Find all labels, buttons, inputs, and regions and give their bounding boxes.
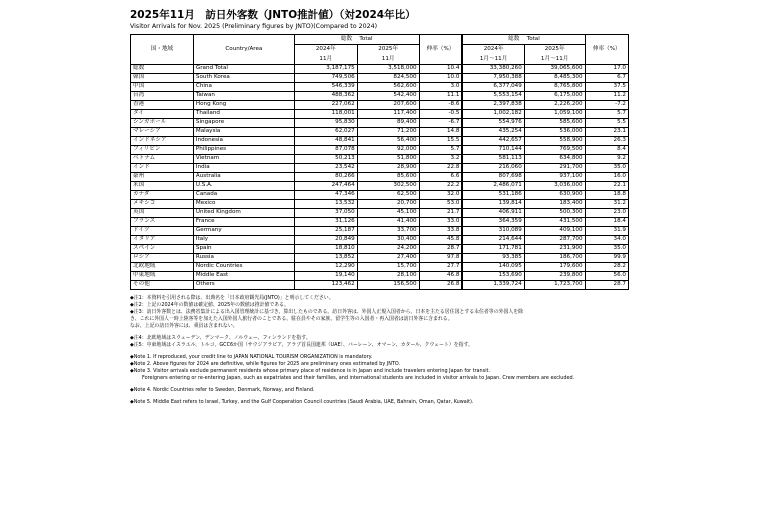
- cell-month-2024: 37,050: [294, 209, 357, 218]
- visitor-arrivals-table: [130, 34, 629, 290]
- cell-cumulative-growth: 99.9: [585, 254, 628, 263]
- table-row: [131, 218, 629, 227]
- header-month-total: 総数 Total: [294, 35, 419, 45]
- cell-cumulative-2025: 239,800: [524, 272, 585, 281]
- cell-month-2025: 45,100: [357, 209, 419, 218]
- cell-cumulative-2024: 364,359: [462, 218, 524, 227]
- cell-month-2025: 542,400: [357, 92, 419, 101]
- cell-month-2025: 117,400: [357, 110, 419, 119]
- cell-month-growth: 22.8: [419, 164, 462, 173]
- header-cumulative-growth: 伸率（%）: [585, 35, 628, 65]
- cell-cumulative-growth: 16.0: [585, 173, 628, 182]
- header-month-2024: 2024年: [294, 45, 357, 55]
- cell-cumulative-2024: 442,657: [462, 137, 524, 146]
- cell-cumulative-2025: 6,175,000: [524, 92, 585, 101]
- table-row: [131, 200, 629, 209]
- note-en-3: ◆Note 3. Visitor arrivals exclude permanent residents whose primary place of residence is in Japan and include travelers entering Japan for transit.: [130, 368, 491, 374]
- cell-month-growth: 6.6: [419, 173, 462, 182]
- cell-month-growth: -8.6: [419, 101, 462, 110]
- cell-cumulative-2025: 291,700: [524, 164, 585, 173]
- cell-country-en: Mexico: [193, 200, 294, 209]
- header-cumulative-2024: 2024年: [462, 45, 524, 55]
- cell-month-2025: 56,400: [357, 137, 419, 146]
- cell-cumulative-2025: 287,700: [524, 236, 585, 245]
- cell-month-2025: 156,500: [357, 281, 419, 290]
- cell-month-2025: 51,800: [357, 155, 419, 164]
- cell-cumulative-2025: 8,485,300: [524, 74, 585, 83]
- cell-cumulative-2024: 310,089: [462, 227, 524, 236]
- cell-cumulative-2024: 406,911: [462, 209, 524, 218]
- header-country-jp: 国・地域: [131, 35, 194, 65]
- table-row: [131, 281, 629, 290]
- cell-month-2025: 3,518,000: [357, 65, 419, 74]
- cell-country-jp: 香港: [131, 101, 194, 110]
- table-row: [131, 227, 629, 236]
- cell-cumulative-2024: 5,553,154: [462, 92, 524, 101]
- cell-cumulative-2024: 531,186: [462, 191, 524, 200]
- cell-country-jp: イタリア: [131, 236, 194, 245]
- cell-country-jp: その他: [131, 281, 194, 290]
- cell-cumulative-2025: 2,226,200: [524, 101, 585, 110]
- header-month-growth: 伸率（%）: [419, 35, 462, 65]
- cell-month-2025: 62,500: [357, 191, 419, 200]
- cell-month-growth: 27.7: [419, 263, 462, 272]
- note-en-4: ◆Note 4. Nordic Countries refer to Sweden, Denmark, Norway, and Finland.: [130, 387, 315, 393]
- cell-month-2025: 28,100: [357, 272, 419, 281]
- cell-month-growth: 3.0: [419, 83, 462, 92]
- note-jp-3-cont: き、これに外国人一時上陸客等を加えた入国外国人旅行者のことである。駐在員やその家族、留学生等の入国者・再入国者は訪日外客に含まれる。: [130, 316, 453, 322]
- cell-month-2024: 13,852: [294, 254, 357, 263]
- cell-cumulative-growth: 5.5: [585, 119, 628, 128]
- table-row: [131, 182, 629, 191]
- cell-month-2024: 20,849: [294, 236, 357, 245]
- cell-country-jp: 豪州: [131, 173, 194, 182]
- cell-cumulative-2024: 7,950,388: [462, 74, 524, 83]
- cell-country-jp: フィリピン: [131, 146, 194, 155]
- cell-month-growth: 11.1: [419, 92, 462, 101]
- cell-cumulative-2025: 634,800: [524, 155, 585, 164]
- cell-month-2025: 24,200: [357, 245, 419, 254]
- cell-month-growth: 21.7: [419, 209, 462, 218]
- cell-month-2025: 71,200: [357, 128, 419, 137]
- cell-cumulative-2024: 93,385: [462, 254, 524, 263]
- table-row: [131, 245, 629, 254]
- cell-cumulative-2024: 807,698: [462, 173, 524, 182]
- cell-month-2025: 30,400: [357, 236, 419, 245]
- cell-cumulative-growth: 28.2: [585, 263, 628, 272]
- cell-cumulative-growth: 34.0: [585, 236, 628, 245]
- cell-country-jp: ドイツ: [131, 227, 194, 236]
- table-row: [131, 101, 629, 110]
- cell-country-en: Russia: [193, 254, 294, 263]
- cell-country-jp: 英国: [131, 209, 194, 218]
- cell-month-growth: 46.8: [419, 272, 462, 281]
- cell-country-jp: スペイン: [131, 245, 194, 254]
- table-row: [131, 155, 629, 164]
- cell-month-growth: 22.2: [419, 182, 462, 191]
- note-jp-1: ◆注1：本資料を引用される際は、出典名を「日本政府観光局(JNTO)」と明示してください。: [130, 295, 334, 301]
- cell-month-growth: 97.8: [419, 254, 462, 263]
- table-row: [131, 164, 629, 173]
- cell-country-jp: インドネシア: [131, 137, 194, 146]
- cell-cumulative-2024: 2,486,071: [462, 182, 524, 191]
- cell-cumulative-growth: 8.4: [585, 146, 628, 155]
- cell-month-2025: 824,500: [357, 74, 419, 83]
- cell-country-en: China: [193, 83, 294, 92]
- cell-cumulative-growth: 31.2: [585, 200, 628, 209]
- cell-cumulative-2024: 1,002,182: [462, 110, 524, 119]
- cell-country-en: Grand Total: [193, 65, 294, 74]
- cell-country-jp: 北欧地域: [131, 263, 194, 272]
- cell-month-growth: -6.7: [419, 119, 462, 128]
- cell-month-growth: 14.8: [419, 128, 462, 137]
- cell-month-growth: 28.7: [419, 245, 462, 254]
- cell-cumulative-2024: 153,690: [462, 272, 524, 281]
- cell-cumulative-growth: 26.3: [585, 137, 628, 146]
- cell-month-2025: 41,400: [357, 218, 419, 227]
- header-cumulative-total: 総数 Total: [462, 35, 585, 45]
- cell-country-en: Middle East: [193, 272, 294, 281]
- cell-cumulative-2025: 1,723,700: [524, 281, 585, 290]
- cell-country-en: South Korea: [193, 74, 294, 83]
- cell-cumulative-2025: 558,900: [524, 137, 585, 146]
- cell-month-2025: 207,600: [357, 101, 419, 110]
- cell-cumulative-2025: 769,500: [524, 146, 585, 155]
- note-en-2: ◆Note 2. Above figures for 2024 are definitive, while figures for 2025 are preliminary ones estimated by JNTO.: [130, 361, 401, 367]
- cell-month-2024: 31,126: [294, 218, 357, 227]
- cell-cumulative-2024: 581,113: [462, 155, 524, 164]
- cell-country-en: U.S.A.: [193, 182, 294, 191]
- cell-cumulative-2025: 8,765,800: [524, 83, 585, 92]
- cell-cumulative-2024: 214,644: [462, 236, 524, 245]
- cell-country-en: France: [193, 218, 294, 227]
- cell-cumulative-2025: 1,059,100: [524, 110, 585, 119]
- cell-month-2024: 80,266: [294, 173, 357, 182]
- cell-cumulative-growth: 35.0: [585, 164, 628, 173]
- cell-month-2025: 27,400: [357, 254, 419, 263]
- cell-country-en: Singapore: [193, 119, 294, 128]
- cell-month-2024: 48,841: [294, 137, 357, 146]
- cell-country-en: Vietnam: [193, 155, 294, 164]
- cell-cumulative-2025: 186,700: [524, 254, 585, 263]
- cell-month-2025: 302,500: [357, 182, 419, 191]
- cell-cumulative-2025: 39,065,600: [524, 65, 585, 74]
- cell-country-jp: 台湾: [131, 92, 194, 101]
- cell-month-2024: 227,062: [294, 101, 357, 110]
- cell-month-2025: 562,600: [357, 83, 419, 92]
- table-body: [131, 65, 629, 290]
- note-en-5: ◆Note 5. Middle East refers to Israel, Turkey, and the Gulf Cooperation Council countries (Saudi Arabia, UAE, Bahrain, Oman, Qatar, Kuwait).: [130, 399, 474, 405]
- cell-cumulative-2024: 33,380,260: [462, 65, 524, 74]
- cell-month-2024: 95,830: [294, 119, 357, 128]
- cell-country-en: Indonesia: [193, 137, 294, 146]
- cell-month-2024: 3,187,175: [294, 65, 357, 74]
- cell-cumulative-growth: 35.0: [585, 245, 628, 254]
- cell-country-en: Australia: [193, 173, 294, 182]
- cell-country-jp: フランス: [131, 218, 194, 227]
- cell-month-2025: 20,700: [357, 200, 419, 209]
- cell-cumulative-growth: 17.0: [585, 65, 628, 74]
- cell-cumulative-growth: 18.8: [585, 191, 628, 200]
- cell-cumulative-growth: 5.7: [585, 110, 628, 119]
- cell-month-2024: 50,213: [294, 155, 357, 164]
- notes-section: [130, 295, 630, 406]
- cell-month-2024: 25,187: [294, 227, 357, 236]
- cell-month-2024: 749,506: [294, 74, 357, 83]
- cell-cumulative-growth: 37.5: [585, 83, 628, 92]
- cell-month-growth: -0.5: [419, 110, 462, 119]
- cell-month-2025: 92,000: [357, 146, 419, 155]
- table-row: [131, 74, 629, 83]
- cell-country-jp: 米国: [131, 182, 194, 191]
- cell-country-jp: ロシア: [131, 254, 194, 263]
- header-month-label-2025: 11月: [357, 55, 419, 65]
- cell-month-growth: 53.0: [419, 200, 462, 209]
- document-page: [130, 8, 630, 406]
- cell-cumulative-2024: 171,781: [462, 245, 524, 254]
- cell-cumulative-growth: 22.1: [585, 182, 628, 191]
- cell-month-growth: 45.8: [419, 236, 462, 245]
- cell-cumulative-2024: 216,060: [462, 164, 524, 173]
- cell-cumulative-2025: 231,900: [524, 245, 585, 254]
- header-range-label-2025: 1月～11月: [524, 55, 585, 65]
- cell-month-2024: 488,362: [294, 92, 357, 101]
- cell-month-growth: 3.2: [419, 155, 462, 164]
- cell-month-growth: 5.7: [419, 146, 462, 155]
- cell-month-growth: 26.8: [419, 281, 462, 290]
- table-row: [131, 110, 629, 119]
- cell-country-jp: インド: [131, 164, 194, 173]
- cell-cumulative-2025: 937,100: [524, 173, 585, 182]
- cell-country-en: Hong Kong: [193, 101, 294, 110]
- cell-month-2024: 47,346: [294, 191, 357, 200]
- cell-cumulative-2025: 409,100: [524, 227, 585, 236]
- cell-cumulative-growth: 11.2: [585, 92, 628, 101]
- cell-country-en: Taiwan: [193, 92, 294, 101]
- cell-month-2024: 546,339: [294, 83, 357, 92]
- cell-cumulative-2025: 431,500: [524, 218, 585, 227]
- cell-month-2024: 23,542: [294, 164, 357, 173]
- cell-country-en: Philippines: [193, 146, 294, 155]
- cell-cumulative-2024: 2,397,838: [462, 101, 524, 110]
- cell-cumulative-2024: 554,976: [462, 119, 524, 128]
- cell-cumulative-2024: 435,254: [462, 128, 524, 137]
- cell-cumulative-growth: 31.9: [585, 227, 628, 236]
- cell-cumulative-growth: 23.1: [585, 128, 628, 137]
- cell-month-2024: 247,464: [294, 182, 357, 191]
- table-row: [131, 83, 629, 92]
- header-range-label-2024: 1月～11月: [462, 55, 524, 65]
- note-jp-3: ◆注3：訪日外客数とは、法務省集計による出入国管理統計に基づき、算出したものである。訪日外客は、外国人正規入国者から、日本を主たる居住国とする永住者等の外国人を除: [130, 309, 524, 315]
- table-row: [131, 272, 629, 281]
- cell-country-en: Nordic Countries: [193, 263, 294, 272]
- cell-month-2025: 15,700: [357, 263, 419, 272]
- cell-month-2024: 123,462: [294, 281, 357, 290]
- cell-country-en: Canada: [193, 191, 294, 200]
- header-month-2025: 2025年: [357, 45, 419, 55]
- header-month-label-2024: 11月: [294, 55, 357, 65]
- note-jp-3-cont2: なお、上記の訪日外客には、乗員は含まれない。: [130, 323, 238, 329]
- cell-country-jp: 総数: [131, 65, 194, 74]
- cell-month-2024: 87,078: [294, 146, 357, 155]
- table-row: [131, 209, 629, 218]
- table-row: [131, 254, 629, 263]
- table-row: [131, 236, 629, 245]
- cell-cumulative-2025: 500,300: [524, 209, 585, 218]
- cell-country-en: Thailand: [193, 110, 294, 119]
- cell-month-growth: 10.4: [419, 65, 462, 74]
- cell-month-2024: 118,001: [294, 110, 357, 119]
- cell-cumulative-2025: 536,000: [524, 128, 585, 137]
- cell-country-en: Germany: [193, 227, 294, 236]
- cell-country-jp: メキシコ: [131, 200, 194, 209]
- cell-country-en: United Kingdom: [193, 209, 294, 218]
- table-row: [131, 92, 629, 101]
- cell-month-2024: 13,532: [294, 200, 357, 209]
- table-row: [131, 119, 629, 128]
- cell-country-jp: シンガポール: [131, 119, 194, 128]
- cell-cumulative-2024: 710,144: [462, 146, 524, 155]
- cell-country-en: Others: [193, 281, 294, 290]
- cell-month-2024: 12,290: [294, 263, 357, 272]
- cell-month-growth: 32.0: [419, 191, 462, 200]
- cell-country-jp: カナダ: [131, 191, 194, 200]
- header-country-en: Country/Area: [193, 35, 294, 65]
- cell-country-en: India: [193, 164, 294, 173]
- cell-month-growth: 33.8: [419, 227, 462, 236]
- cell-cumulative-growth: 56.0: [585, 272, 628, 281]
- cell-month-2025: 28,900: [357, 164, 419, 173]
- cell-cumulative-2025: 183,400: [524, 200, 585, 209]
- cell-month-growth: 10.0: [419, 74, 462, 83]
- cell-month-2025: 33,700: [357, 227, 419, 236]
- note-jp-4: ◆注4：北欧地域はスウェーデン、デンマーク、ノルウェー、フィンランドを指す。: [130, 335, 311, 341]
- note-en-3-cont: Foreigners entering or re-entering Japan, such as expatriates and their families, and international students are included in visitor arrivals to Japan. Crew members are excluded.: [142, 375, 575, 381]
- cell-cumulative-2025: 630,900: [524, 191, 585, 200]
- cell-country-en: Spain: [193, 245, 294, 254]
- cell-country-jp: ベトナム: [131, 155, 194, 164]
- cell-cumulative-2024: 140,095: [462, 263, 524, 272]
- cell-country-jp: マレーシア: [131, 128, 194, 137]
- table-row: [131, 146, 629, 155]
- cell-cumulative-2025: 179,600: [524, 263, 585, 272]
- page-title: 2025年11月 訪日外客数（JNTO推計値）（対2024年比）: [130, 9, 416, 21]
- header-cumulative-2025: 2025年: [524, 45, 585, 55]
- cell-month-2025: 89,400: [357, 119, 419, 128]
- table-row: [131, 173, 629, 182]
- table-row: [131, 128, 629, 137]
- cell-country-jp: タイ: [131, 110, 194, 119]
- table-row: [131, 191, 629, 200]
- cell-cumulative-2024: 1,339,724: [462, 281, 524, 290]
- cell-cumulative-2025: 585,600: [524, 119, 585, 128]
- cell-country-jp: 韓国: [131, 74, 194, 83]
- cell-month-2025: 85,600: [357, 173, 419, 182]
- table-row: [131, 263, 629, 272]
- cell-month-2024: 19,140: [294, 272, 357, 281]
- cell-month-2024: 18,810: [294, 245, 357, 254]
- cell-country-jp: 中東地域: [131, 272, 194, 281]
- cell-cumulative-2024: 139,814: [462, 200, 524, 209]
- note-jp-5: ◆注5：中東地域はイスラエル、トルコ、GCC6か国（サウジアラビア、アラブ首長国連邦（UAE）、バーレーン、オマーン、カタール、クウェート）を指す。: [130, 342, 473, 348]
- cell-cumulative-2024: 6,377,049: [462, 83, 524, 92]
- cell-cumulative-growth: 18.4: [585, 218, 628, 227]
- cell-cumulative-growth: 6.7: [585, 74, 628, 83]
- note-en-1: ◆Note 1. If reproduced, your credit line to JAPAN NATIONAL TOURISM ORGANIZATION is mandatory.: [130, 354, 373, 360]
- cell-cumulative-2025: 3,036,000: [524, 182, 585, 191]
- table-row: [131, 65, 629, 74]
- cell-month-growth: 15.5: [419, 137, 462, 146]
- table-row: [131, 137, 629, 146]
- note-jp-2: ◆注2：上記の2024年の数値は確定値、2025年の数値は推計値である。: [130, 302, 289, 308]
- cell-cumulative-growth: 28.7: [585, 281, 628, 290]
- cell-month-2024: 62,027: [294, 128, 357, 137]
- cell-cumulative-growth: 9.2: [585, 155, 628, 164]
- cell-cumulative-growth: -7.2: [585, 101, 628, 110]
- cell-month-growth: 33.0: [419, 218, 462, 227]
- page-subtitle: Visitor Arrivals for Nov. 2025 (Preliminary figures by JNTO)(Compared to 2024): [130, 23, 378, 30]
- cell-country-en: Malaysia: [193, 128, 294, 137]
- cell-cumulative-growth: 23.0: [585, 209, 628, 218]
- cell-country-en: Italy: [193, 236, 294, 245]
- cell-country-jp: 中国: [131, 83, 194, 92]
